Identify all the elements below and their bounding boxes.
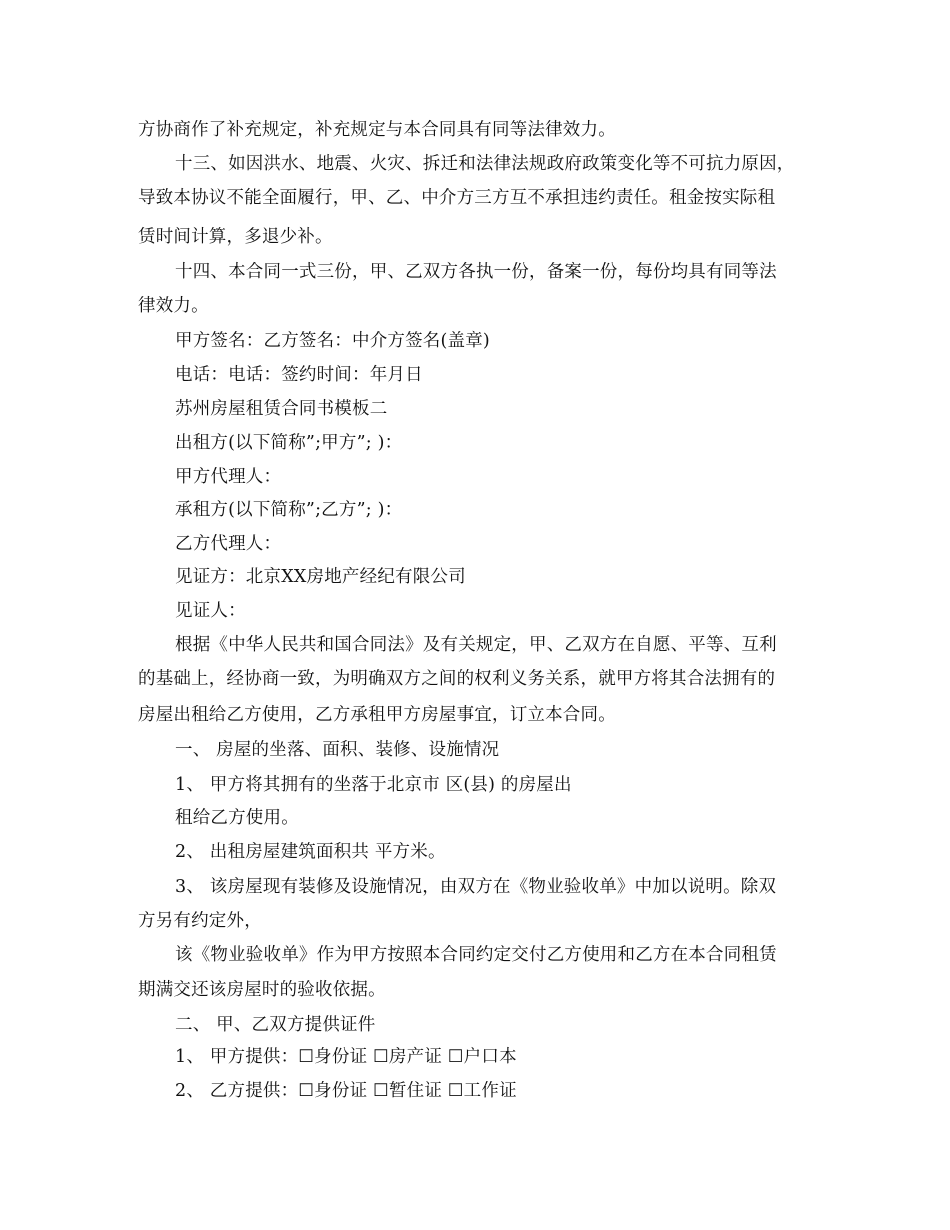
section-1-heading: 一、 房屋的坐落、面积、装修、设施情况: [175, 740, 500, 760]
text-line: 律效力。: [138, 296, 209, 316]
preamble-line: 根据《中华人民共和国合同法》及有关规定，甲、乙双方在自愿、平等、互利: [175, 635, 777, 655]
text-line: 期满交还该房屋时的验收依据。: [138, 980, 386, 1000]
item-1-3: 3、 该房屋现有装修及设施情况，由双方在《物业验收单》中加以说明。除双: [175, 877, 777, 897]
text-line: 的基础上，经协商一致，为明确双方之间的权利义务关系，就甲方将其合法拥有的: [138, 669, 776, 689]
item-1-1: 1、 甲方将其拥有的坐落于北京市 区(县) 的房屋出: [175, 775, 572, 795]
clause-14: 十四、本合同一式三份，甲、乙双方各执一份，备案一份，每份均具有同等法: [175, 262, 777, 282]
lessee-line: 承租方(以下简称”;乙方”; )：: [175, 500, 403, 520]
phone-date-line: 电话：电话：签约时间：年月日: [175, 365, 423, 385]
witness-party-line: 见证方：北京XX房地产经纪有限公司: [175, 567, 466, 587]
text-line: 租给乙方使用。: [175, 808, 299, 828]
witness-line: 见证人：: [175, 601, 246, 621]
item-2-1: 1、 甲方提供：☐身份证 ☐房产证 ☐户口本: [175, 1047, 517, 1067]
lessor-agent-line: 甲方代理人：: [175, 467, 282, 487]
signature-line: 甲方签名：乙方签名：中介方签名(盖章): [175, 331, 490, 351]
lessor-line: 出租方(以下简称”;甲方”; )：: [175, 433, 403, 453]
clause-13: 十三、如因洪水、地震、火灾、拆迁和法律法规政府政策变化等不可抗力原因，: [175, 154, 795, 174]
item-2-2: 2、 乙方提供：☐身份证 ☐暂住证 ☐工作证: [175, 1081, 517, 1101]
text-line: 该《物业验收单》作为甲方按照本合同约定交付乙方使用和乙方在本合同租赁: [175, 945, 777, 965]
text-line: 方另有约定外，: [138, 911, 262, 931]
text-line: 赁时间计算，多退少补。: [138, 227, 333, 247]
text-line: 房屋出租给乙方使用，乙方承租甲方房屋事宜，订立本合同。: [138, 705, 616, 725]
lessee-agent-line: 乙方代理人：: [175, 534, 282, 554]
text-line: 导致本协议不能全面履行，甲、乙、中介方三方互不承担违约责任。租金按实际租: [138, 188, 776, 208]
text-line: 方协商作了补充规定，补充规定与本合同具有同等法律效力。: [138, 120, 616, 140]
section-2-heading: 二、 甲、乙双方提供证件: [175, 1015, 376, 1035]
template-title: 苏州房屋租赁合同书模板二: [175, 399, 388, 419]
item-1-2: 2、 出租房屋建筑面积共 平方米。: [175, 842, 446, 862]
